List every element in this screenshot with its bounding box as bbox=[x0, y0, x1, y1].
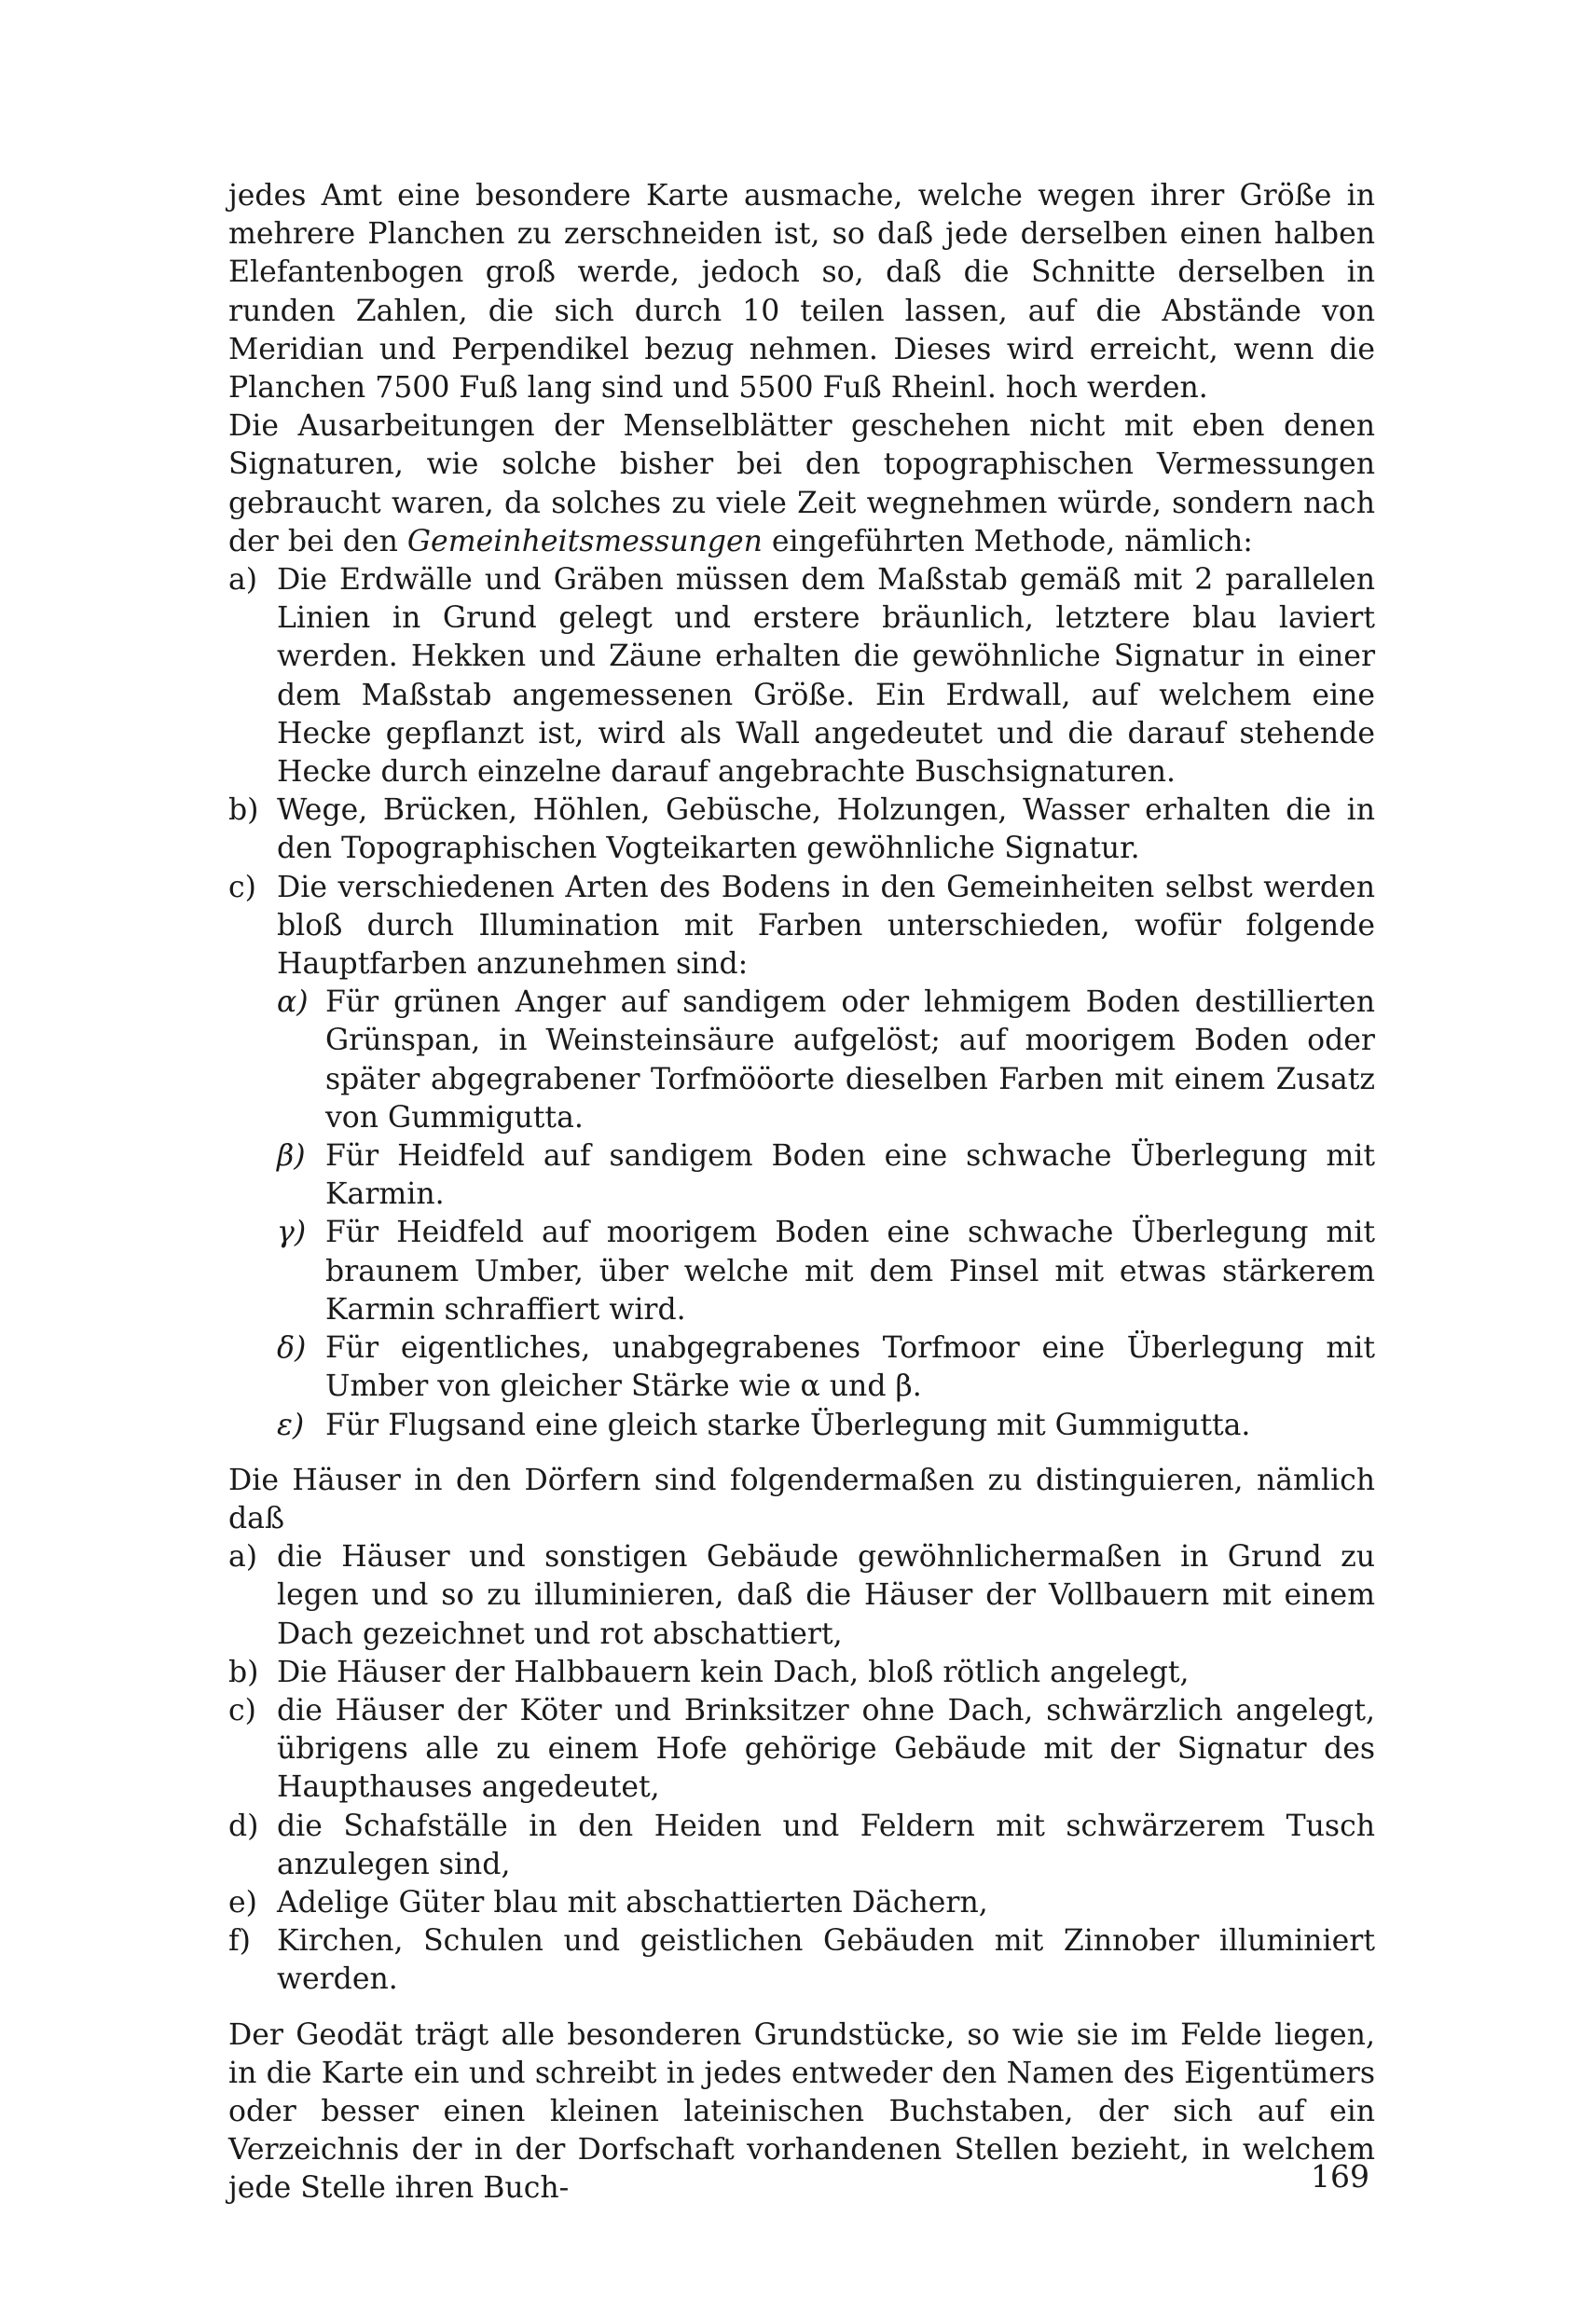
list-marker: c) bbox=[228, 1693, 256, 1727]
list-item bbox=[228, 561, 1375, 791]
sublist-item bbox=[277, 1137, 1375, 1214]
sublist-marker: δ) bbox=[277, 1331, 307, 1366]
sublist-marker: α) bbox=[277, 985, 309, 1020]
list-text: Die Erdwälle und Gräben müssen dem Maßstab gemäß mit 2 parallelen Linien in Grund gelegt und erstere bräunlich, letztere blau laviert werden. Hekken und Zäune erhalten die gewöhnliche Signatur in einer dem Maßstab angemessenen Größe. Ein Erdwall, auf welchem eine Hecke gepflanzt ist, wird als Wall angedeutet und die darauf stehende Hecke durch einzelne darauf angebrachte Buschsignaturen. bbox=[277, 563, 1375, 790]
list-item bbox=[228, 791, 1375, 868]
list-item bbox=[228, 1538, 1375, 1654]
list-marker: a) bbox=[228, 563, 258, 598]
sublist-item bbox=[277, 1407, 1375, 1445]
paragraph-2-end: eingeführten Methode, nämlich: bbox=[762, 524, 1253, 558]
list-marker: f) bbox=[228, 1924, 251, 1959]
sublist-marker: γ) bbox=[277, 1216, 307, 1250]
sublist-text: Für grünen Anger auf sandigem oder lehmigem Boden destillierten Grünspan, in Weinsteinsäure aufgelöst; auf moorigem Boden oder später abgegrabener Torfmööorte dieselben Farben mit einem Zusatz von Gummigutta. bbox=[325, 985, 1375, 1135]
paragraph-2 bbox=[228, 407, 1375, 561]
list-item bbox=[228, 1808, 1375, 1884]
list-text: die Schafställe in den Heiden und Feldern mit schwärzerem Tusch anzulegen sind, bbox=[277, 1809, 1375, 1881]
list-marker: a) bbox=[228, 1540, 258, 1575]
page-body bbox=[228, 177, 1375, 2209]
list-item bbox=[228, 1654, 1375, 1692]
sublist-marker: ε) bbox=[277, 1408, 305, 1442]
sublist-marker: β) bbox=[277, 1139, 306, 1174]
sublist-text: Für eigentliches, unabgegrabenes Torfmoor eine Überlegung mit Umber von gleicher Stärke wie α und β. bbox=[325, 1331, 1375, 1404]
list-item bbox=[228, 1692, 1375, 1808]
page-number: 169 bbox=[1311, 2158, 1369, 2195]
list-item bbox=[228, 1884, 1375, 1922]
list-text: Adelige Güter blau mit abschattierten Dächern, bbox=[277, 1885, 988, 1920]
list-text: die Häuser der Köter und Brinksitzer ohne Dach, schwärzlich angelegt, übrigens alle zu einem Hofe gehörige Gebäude mit der Signatur des Haupthauses angedeutet, bbox=[277, 1693, 1375, 1805]
paragraph-2-italic: Gemeinheitsmessungen bbox=[406, 524, 763, 558]
list-marker: e) bbox=[228, 1885, 257, 1920]
paragraph-2-start: Die Ausarbeitungen der Menselblätter geschehen nicht mit eben denen Signaturen, wie solche bisher bei den topographischen Vermessungen gebraucht waren, da solches zu viele Zeit wegnehmen würde, sondern nach der bei den bbox=[228, 409, 1375, 558]
sublist-item bbox=[277, 1214, 1375, 1329]
sublist bbox=[277, 984, 1375, 1444]
list-item bbox=[228, 869, 1375, 984]
list-1 bbox=[228, 561, 1375, 984]
sublist-text: Für Heidfeld auf sandigem Boden eine schwache Überlegung mit Karmin. bbox=[325, 1139, 1375, 1212]
list-text: Die verschiedenen Arten des Bodens in den Gemeinheiten selbst werden bloß durch Illumination mit Farben unterschieden, wofür folgende Hauptfarben anzunehmen sind: bbox=[277, 870, 1375, 982]
sublist-item bbox=[277, 984, 1375, 1137]
list-marker: b) bbox=[228, 1655, 259, 1689]
list-marker: d) bbox=[228, 1809, 259, 1843]
paragraph-4: Der Geodät trägt alle besonderen Grundstücke, so wie sie im Felde liegen, in die Karte ein und schreibt in jedes entweder den Namen des Eigentümers oder besser einen kleinen lateinischen Buchstaben, der sich auf ein Verzeichnis der in der Dorfschaft vorhandenen Stellen bezieht, in welchem jede Stelle ihren Buch- bbox=[228, 2017, 1375, 2206]
sublist-text: Für Heidfeld auf moorigem Boden eine schwache Überlegung mit braunem Umber, über welche mit dem Pinsel mit etwas stärkerem Karmin schraffiert wird. bbox=[325, 1216, 1375, 1327]
paragraph-3: Die Häuser in den Dörfern sind folgendermaßen zu distinguieren, nämlich daß bbox=[228, 1463, 1375, 1535]
list-text: die Häuser und sonstigen Gebäude gewöhnlichermaßen in Grund zu legen und so zu illuminieren, daß die Häuser der Vollbauern mit einem Dach gezeichnet und rot abschattiert, bbox=[277, 1540, 1375, 1651]
list-item bbox=[228, 1922, 1375, 1999]
list-text: Die Häuser der Halbbauern kein Dach, bloß rötlich angelegt, bbox=[277, 1655, 1190, 1689]
sublist-item bbox=[277, 1329, 1375, 1406]
paragraph-1: jedes Amt eine besondere Karte ausmache, welche wegen ihrer Größe in mehrere Planchen zu zerschneiden ist, so daß jede derselben einen halben Elefantenbogen groß werde, jedoch so, daß die Schnitte derselben in runden Zahlen, die sich durch 10 teilen lassen, auf die Abstände von Meridian und Perpendikel bezug nehmen. Dieses wird erreicht, wenn die Planchen 7500 Fuß lang sind und 5500 Fuß Rheinl. hoch werden. bbox=[228, 179, 1375, 406]
list-marker: c) bbox=[228, 870, 256, 904]
list-text: Kirchen, Schulen und geistlichen Gebäuden mit Zinnober illuminiert werden. bbox=[277, 1924, 1375, 1997]
list-marker: b) bbox=[228, 793, 259, 828]
list-text: Wege, Brücken, Höhlen, Gebüsche, Holzungen, Wasser erhalten die in den Topographischen Vogteikarten gewöhnliche Signatur. bbox=[277, 793, 1375, 866]
list-2 bbox=[228, 1538, 1375, 1999]
sublist-text: Für Flugsand eine gleich starke Überlegung mit Gummigutta. bbox=[325, 1408, 1251, 1442]
